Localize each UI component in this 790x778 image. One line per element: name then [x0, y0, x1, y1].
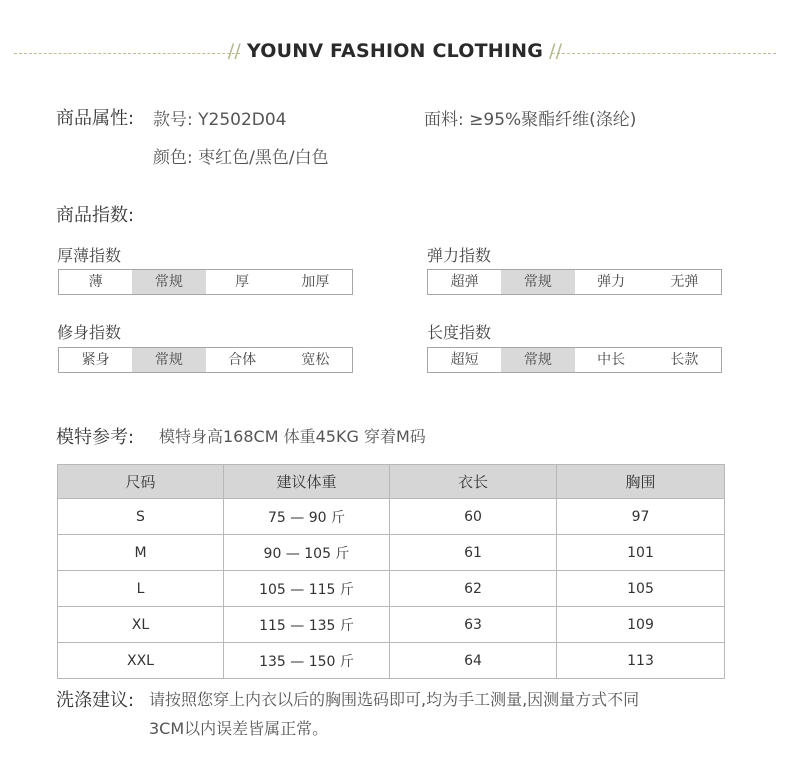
color-options: 颜色: 枣红色/黑色/白色 — [153, 148, 329, 168]
table-row — [58, 571, 725, 607]
elasticity-option: 超弹 — [450, 274, 479, 290]
length-scale — [427, 347, 722, 373]
header-bust: 胸围 — [557, 465, 725, 499]
length-option-selected: 常规 — [501, 348, 574, 372]
cell-weight: 105 — 115 斤 — [224, 571, 390, 607]
cell-size: XL — [58, 607, 224, 643]
thickness-index-title: 厚薄指数 — [57, 246, 122, 265]
style-number: 款号: Y2502D04 — [153, 110, 287, 130]
cell-bust: 113 — [557, 643, 725, 679]
fit-option-selected: 常规 — [132, 348, 205, 372]
size-table-header-row — [58, 465, 725, 499]
size-table — [57, 464, 725, 679]
thickness-option: 加厚 — [301, 274, 330, 290]
cell-size: S — [58, 499, 224, 535]
cell-weight: 75 — 90 斤 — [224, 499, 390, 535]
cell-bust: 97 — [557, 499, 725, 535]
length-option: 超短 — [450, 352, 479, 368]
header-size: 尺码 — [58, 465, 224, 499]
elasticity-index-title: 弹力指数 — [427, 246, 492, 265]
thickness-scale — [58, 269, 353, 295]
thickness-option-selected: 常规 — [132, 270, 205, 294]
cell-length: 62 — [390, 571, 557, 607]
length-option: 长款 — [670, 352, 699, 368]
fit-option: 宽松 — [301, 352, 330, 368]
cell-size: XXL — [58, 643, 224, 679]
cell-length: 61 — [390, 535, 557, 571]
model-label: 模特参考: — [56, 427, 135, 448]
elasticity-option: 弹力 — [597, 274, 626, 290]
wash-note-line-1: 请按照您穿上内衣以后的胸围选码即可,均为手工测量,因测量方式不同 — [149, 690, 640, 709]
header-slash-left: // — [227, 40, 241, 62]
attributes-label: 商品属性: — [56, 108, 135, 129]
thickness-option: 薄 — [88, 274, 103, 290]
length-option: 中长 — [597, 352, 626, 368]
elasticity-scale — [427, 269, 722, 295]
cell-length: 60 — [390, 499, 557, 535]
cell-length: 64 — [390, 643, 557, 679]
header-length: 衣长 — [390, 465, 557, 499]
wash-label: 洗涤建议: — [56, 690, 135, 711]
indices-label: 商品指数: — [56, 205, 135, 226]
header-weight: 建议体重 — [224, 465, 390, 499]
cell-bust: 105 — [557, 571, 725, 607]
cell-weight: 115 — 135 斤 — [224, 607, 390, 643]
table-row — [58, 607, 725, 643]
cell-weight: 135 — 150 斤 — [224, 643, 390, 679]
table-row — [58, 535, 725, 571]
cell-bust: 109 — [557, 607, 725, 643]
elasticity-option-selected: 常规 — [501, 270, 574, 294]
brand-name: YOUNV FASHION CLOTHING — [246, 40, 544, 62]
fit-scale — [58, 347, 353, 373]
cell-size: L — [58, 571, 224, 607]
header-title — [0, 40, 790, 62]
fit-option: 紧身 — [81, 352, 110, 368]
cell-size: M — [58, 535, 224, 571]
fit-option: 合体 — [228, 352, 257, 368]
cell-bust: 101 — [557, 535, 725, 571]
wash-note-line-2: 3CM以内误差皆属正常。 — [149, 719, 329, 738]
fabric: 面料: ≥95%聚酯纤维(涤纶) — [424, 110, 637, 130]
cell-weight: 90 — 105 斤 — [224, 535, 390, 571]
fit-index-title: 修身指数 — [57, 323, 122, 342]
length-index-title: 长度指数 — [427, 323, 492, 342]
elasticity-option: 无弹 — [670, 274, 699, 290]
thickness-option: 厚 — [235, 274, 250, 290]
table-row — [58, 499, 725, 535]
table-row — [58, 643, 725, 679]
model-info: 模特身高168CM 体重45KG 穿着M码 — [159, 427, 426, 446]
cell-length: 63 — [390, 607, 557, 643]
header-slash-right: // — [549, 40, 563, 62]
